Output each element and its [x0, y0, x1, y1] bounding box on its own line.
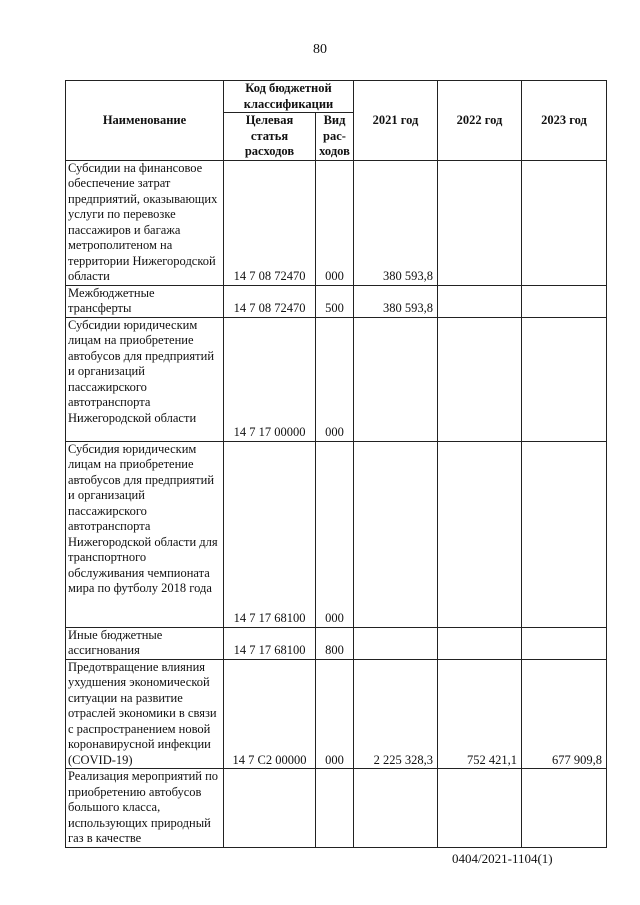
header-2023: 2023 год [522, 81, 607, 161]
row-2021: 380 593,8 [354, 285, 438, 317]
row-2022 [438, 627, 522, 659]
header-name: Наименование [66, 81, 224, 161]
row-2023 [522, 627, 607, 659]
header-2022: 2022 год [438, 81, 522, 161]
row-2021 [354, 317, 438, 441]
row-2023 [522, 160, 607, 285]
row-name: Предотвращение влияния ухудшения экономической ситуации на развитие отраслей экономики в связи с распространением новой коронавирусной инфекции (COVID-19) [66, 659, 224, 769]
header-expense-type: Вид рас-ходов [316, 113, 354, 161]
row-2022 [438, 769, 522, 848]
row-2021 [354, 769, 438, 848]
document-code: 0404/2021-1104(1) [452, 851, 553, 866]
table-row [66, 285, 607, 317]
row-target-article: 14 7 17 68100 [224, 627, 316, 659]
row-expense-type: 000 [316, 441, 354, 627]
row-expense-type: 800 [316, 627, 354, 659]
table-row [66, 627, 607, 659]
row-target-article: 14 7 C2 00000 [224, 659, 316, 769]
row-target-article: 14 7 08 72470 [224, 285, 316, 317]
row-target-article: 14 7 17 68100 [224, 441, 316, 627]
table-row [66, 317, 607, 441]
table-row [66, 659, 607, 769]
row-2022 [438, 285, 522, 317]
row-name: Реализация мероприятий по приобретению автобусов большого класса, использующих природный газ в качестве [66, 769, 224, 848]
table-row [66, 160, 607, 285]
page-number: 80 [313, 42, 327, 57]
row-name: Субсидии юридическим лицам на приобретение автобусов для предприятий и организаций пассажирского автотранспорта Нижегородской области [66, 317, 224, 441]
row-expense-type: 000 [316, 160, 354, 285]
row-2021 [354, 441, 438, 627]
row-2021 [354, 627, 438, 659]
row-2023: 677 909,8 [522, 659, 607, 769]
row-target-article [224, 769, 316, 848]
row-2022 [438, 317, 522, 441]
header-2021: 2021 год [354, 81, 438, 161]
budget-table [65, 80, 607, 848]
row-2022 [438, 441, 522, 627]
row-target-article: 14 7 08 72470 [224, 160, 316, 285]
table-row [66, 441, 607, 627]
row-2023 [522, 317, 607, 441]
row-name: Субсидия юридическим лицам на приобретение автобусов для предприятий и организаций пассажирского автотранспорта Нижегородской области для транспортного обслуживания чемпионата мира по футболу 2018 года [66, 441, 224, 627]
table-row [66, 769, 607, 848]
row-2022 [438, 160, 522, 285]
row-target-article: 14 7 17 00000 [224, 317, 316, 441]
row-2023 [522, 769, 607, 848]
row-expense-type: 000 [316, 659, 354, 769]
row-expense-type [316, 769, 354, 848]
header-target-article: Целевая статья расходов [224, 113, 316, 161]
row-name: Субсидии на финансовое обеспечение затрат предприятий, оказывающих услуги по перевозке пассажиров и багажа метрополитеном на территории Нижегородской области [66, 160, 224, 285]
row-2021: 380 593,8 [354, 160, 438, 285]
row-2023 [522, 285, 607, 317]
header-kbk: Код бюджетной классификации [224, 81, 354, 113]
row-2022: 752 421,1 [438, 659, 522, 769]
row-name: Межбюджетные трансферты [66, 285, 224, 317]
row-expense-type: 500 [316, 285, 354, 317]
row-2023 [522, 441, 607, 627]
row-name: Иные бюджетные ассигнования [66, 627, 224, 659]
row-expense-type: 000 [316, 317, 354, 441]
row-2021: 2 225 328,3 [354, 659, 438, 769]
